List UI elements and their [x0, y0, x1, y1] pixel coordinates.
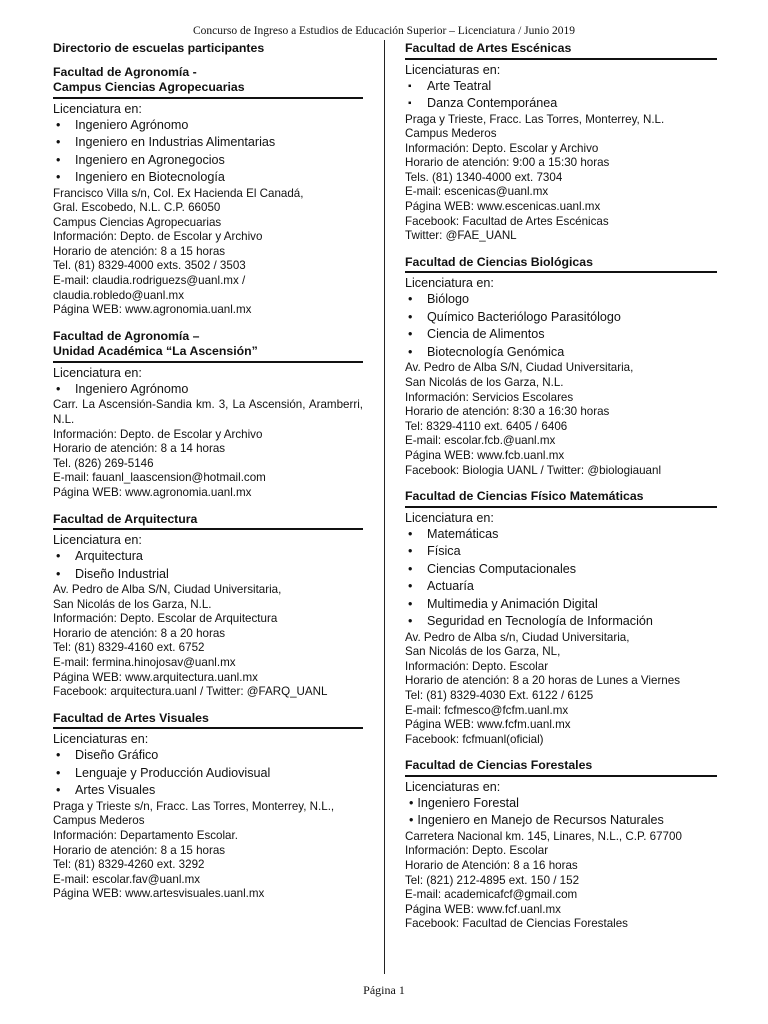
contact-line: Francisco Villa s/n, Col. Ex Hacienda El Canadá,: [53, 186, 304, 200]
faculty-title-line: Facultad de Ciencias Forestales: [405, 758, 593, 773]
degree-item: [53, 782, 363, 800]
faculty-section: [405, 758, 717, 932]
contact-line: E-mail: fauanl_laascension@hotmail.com: [53, 471, 266, 485]
contact-line: Horario de atención: 8 a 20 horas de Lunes a Viernes: [405, 674, 681, 688]
contact-line: Tel: (81) 8329-4260 ext. 3292: [53, 858, 205, 872]
bullet-icon: •: [56, 117, 61, 132]
contact-line: Página WEB: www.agronomia.uanl.mx: [53, 303, 252, 317]
contact-line: Facebook: Facultad de Ciencias Forestales: [405, 917, 628, 931]
square-bullet-icon: ▪: [408, 98, 412, 109]
degree-label: Arquitectura: [75, 549, 143, 563]
degree-label: Biólogo: [427, 292, 470, 307]
contact-line: E-mail: claudia.rodriguezs@uanl.mx /: [53, 274, 246, 288]
degree-item: [405, 613, 717, 631]
bullet-icon: •: [408, 561, 413, 576]
degree-item: [53, 152, 363, 170]
faculty-section: [405, 489, 717, 747]
contact-line: Campus Mederos: [53, 814, 145, 828]
degree-item: [405, 526, 717, 544]
bullet-icon: •: [56, 783, 61, 798]
faculty-title: [53, 512, 363, 528]
degree-label: Ciencias Computacionales: [427, 561, 577, 576]
section-rule: [405, 271, 717, 273]
degree-item: [53, 747, 363, 765]
contact-line: Horario de atención: 8 a 15 horas: [53, 244, 226, 258]
contact-line: Información: Depto. de Escolar y Archivo: [53, 427, 263, 441]
contact-line: San Nicolás de los Garza, N.L.: [53, 597, 212, 611]
faculty-title: [405, 758, 717, 774]
contact-line: Facebook: Biologia UANL / Twitter: @biologiauanl: [405, 463, 662, 477]
left-sections: [53, 65, 363, 902]
degree-label: Químico Bacteriólogo Parasitólogo: [427, 309, 621, 324]
contact-line: Página WEB: www.escenicas.uanl.mx: [405, 200, 601, 214]
degree-item: [405, 596, 717, 614]
bullet-icon: •: [408, 344, 413, 359]
degree-item: [405, 291, 717, 309]
faculty-title-line: Facultad de Arquitectura: [53, 511, 198, 526]
contact-line: Campus Mederos: [405, 127, 497, 141]
contact-line: Información: Depto. Escolar y Archivo: [405, 141, 599, 155]
degree-heading: Licenciatura en:: [53, 365, 142, 380]
contact-line: San Nicolás de los Garza, N.L.: [405, 375, 564, 389]
degree-item: [405, 795, 717, 813]
faculty-title-line: Unidad Académica “La Ascensión”: [53, 344, 258, 359]
degree-item: [405, 812, 717, 830]
contact-line: Información: Depto. de Escolar y Archivo: [53, 230, 263, 244]
degree-label: Ingeniero en Biotecnología: [75, 170, 225, 184]
degree-list: [53, 747, 363, 800]
degree-label: Ingeniero en Industrias Alimentarias: [75, 135, 276, 149]
degree-list: [405, 526, 717, 631]
section-rule: [53, 528, 363, 530]
section-rule: [405, 58, 717, 60]
column-divider: [384, 40, 385, 974]
bullet-icon: •: [408, 596, 413, 611]
degree-item: [405, 578, 717, 596]
faculty-section: [405, 41, 717, 244]
degree-label: Ingeniero Agrónomo: [75, 381, 189, 396]
bullet-icon: •: [56, 152, 61, 167]
contact-line: Av. Pedro de Alba S/N, Ciudad Universitaria,: [53, 583, 282, 596]
degree-heading: Licenciatura en:: [53, 101, 142, 116]
contact-line: Tel: (81) 8329-4160 ext. 6752: [53, 641, 205, 655]
bullet-icon: •: [56, 135, 61, 149]
faculty-title-line: Facultad de Ciencias Biológicas: [405, 254, 593, 269]
degree-item: [405, 78, 717, 96]
contact-line: Praga y Trieste, Fracc. Las Torres, Monterrey, N.L.: [405, 112, 665, 126]
bullet-icon: •: [56, 170, 61, 184]
contact-line: Horario de atención: 8 a 20 horas: [53, 626, 226, 640]
degree-list: [405, 795, 717, 830]
degree-item: [53, 566, 363, 584]
section-rule: [405, 506, 717, 508]
degree-item: [53, 134, 363, 152]
degree-item: [53, 765, 363, 783]
faculty-title-line: Campus Ciencias Agropecuarias: [53, 80, 245, 94]
degree-label: Actuaría: [427, 579, 474, 594]
bullet-icon: •: [408, 579, 413, 594]
contact-line: Gral. Escobedo, N.L. C.P. 66050: [53, 201, 221, 215]
degree-label: Multimedia y Animación Digital: [427, 596, 598, 611]
contact-line: Información: Depto. Escolar: [405, 844, 549, 858]
contact-line: Horario de atención: 9:00 a 15:30 horas: [405, 156, 610, 170]
contact-line: Carretera Nacional km. 145, Linares, N.L., C.P. 67700: [405, 829, 682, 843]
bullet-icon: •: [56, 381, 61, 396]
contact-line: E-mail: academicafcf@gmail.com: [405, 888, 578, 902]
bullet-icon: •: [408, 327, 413, 342]
degree-item: [405, 543, 717, 561]
faculty-title-line: Facultad de Artes Visuales: [53, 710, 209, 725]
degree-label: Ingeniero en Manejo de Recursos Naturales: [417, 813, 664, 828]
contact-line: Página WEB: www.fcb.uanl.mx: [405, 448, 565, 462]
contact-line: E-mail: fcfmesco@fcfm.uanl.mx: [405, 703, 569, 717]
faculty-title: [405, 489, 717, 505]
degree-heading: Licenciaturas en:: [405, 779, 501, 794]
contact-line: San Nicolás de los Garza, NL,: [405, 645, 561, 659]
contact-line: Página WEB: www.agronomia.uanl.mx: [53, 485, 252, 499]
degree-item: [53, 381, 363, 399]
contact-line: Horario de atención: 8:30 a 16:30 horas: [405, 405, 610, 419]
contact-line: Tel: (821) 212-4895 ext. 150 / 152: [405, 873, 580, 887]
faculty-title: [53, 65, 363, 96]
bullet-icon: •: [56, 748, 61, 763]
contact-line: Tel. (826) 269-5146: [53, 456, 154, 470]
contact-line: Información: Depto. Escolar: [405, 659, 549, 673]
degree-heading: Licenciaturas en:: [405, 62, 501, 77]
degree-list: [53, 548, 363, 583]
faculty-section: [53, 65, 363, 318]
contact-line: E-mail: escolar.fav@uanl.mx: [53, 872, 201, 886]
bullet-icon: •: [56, 765, 61, 780]
degree-label: Arte Teatral: [427, 78, 492, 93]
contact-line: Tels. (81) 1340-4000 ext. 7304: [405, 170, 563, 184]
degree-label: Artes Visuales: [75, 783, 156, 798]
faculty-section: [53, 512, 363, 700]
degree-heading: Licenciaturas en:: [53, 732, 149, 747]
section-rule: [53, 727, 363, 729]
right-sections: [405, 41, 717, 932]
degree-item: [405, 95, 717, 113]
bullet-icon: •: [409, 813, 414, 828]
square-bullet-icon: ▪: [408, 80, 412, 92]
degree-label: Ciencia de Alimentos: [427, 327, 545, 342]
degree-list: [405, 78, 717, 113]
contact-line: Información: Depto. Escolar de Arquitectura: [53, 612, 278, 626]
faculty-title: [53, 329, 363, 360]
degree-heading: Licenciatura en:: [405, 510, 494, 525]
degree-item: [405, 561, 717, 579]
degree-item: [53, 117, 363, 135]
degree-label: Diseño Industrial: [75, 566, 169, 581]
bullet-icon: •: [408, 309, 413, 324]
faculty-section: [53, 329, 363, 501]
contact-line: Información: Servicios Escolares: [405, 390, 574, 404]
degree-label: Ingeniero en Agronegocios: [75, 152, 225, 167]
degree-label: Danza Contemporánea: [427, 96, 558, 110]
bullet-icon: •: [409, 795, 414, 810]
degree-label: Matemáticas: [427, 526, 499, 541]
faculty-title: [53, 711, 363, 727]
contact-line: E-mail: escenicas@uanl.mx: [405, 185, 549, 199]
contact-line: Campus Ciencias Agropecuarias: [53, 215, 222, 229]
degree-item: [405, 344, 717, 362]
left-column: [53, 41, 363, 913]
bullet-icon: •: [408, 292, 413, 307]
faculty-title-line: Facultad de Ciencias Físico Matemáticas: [405, 489, 644, 504]
faculty-title-line: Facultad de Agronomía -: [53, 64, 197, 79]
contact-line: Horario de atención: 8 a 15 horas: [53, 843, 226, 857]
degree-label: Física: [427, 544, 461, 559]
bullet-icon: •: [408, 614, 413, 629]
contact-line: Tel: (81) 8329-4030 Ext. 6122 / 6125: [405, 688, 594, 702]
contact-line: Tel. (81) 8329-4000 exts. 3502 / 3503: [53, 259, 246, 273]
page-header: Concurso de Ingreso a Estudios de Educación Superior – Licenciatura / Junio 2019: [193, 25, 575, 37]
contact-line: Horario de Atención: 8 a 16 horas: [405, 859, 578, 873]
contact-line: Av. Pedro de Alba S/N, Ciudad Universitaria,: [405, 361, 634, 375]
bullet-icon: •: [56, 549, 61, 563]
contact-line: Información: Departamento Escolar.: [53, 828, 238, 842]
bullet-icon: •: [408, 544, 413, 559]
contact-line: claudia.robledo@uanl.mx: [53, 288, 185, 302]
faculty-title-line: Facultad de Agronomía –: [53, 328, 200, 343]
contact-line: Página WEB: www.arquitectura.uanl.mx: [53, 670, 258, 684]
faculty-title: [405, 255, 717, 271]
degree-label: Seguridad en Tecnología de Información: [427, 614, 653, 629]
contact-line: Facebook: arquitectura.uanl / Twitter: @FARQ_UANL: [53, 685, 328, 699]
contact-line: E-mail: escolar.fcb.@uanl.mx: [405, 434, 556, 448]
degree-item: [53, 548, 363, 566]
degree-heading: Licenciatura en:: [405, 276, 494, 291]
contact-line: Tel: 8329-4110 ext. 6405 / 6406: [405, 419, 568, 433]
degree-item: [405, 326, 717, 344]
faculty-title: [405, 41, 717, 57]
page-footer: Página 1: [363, 983, 405, 997]
degree-label: Biotecnología Genómica: [427, 344, 565, 359]
contact-line: Facebook: Facultad de Artes Escénicas: [405, 214, 609, 228]
contact-line: Facebook: fcfmuanl(oficial): [405, 732, 544, 746]
faculty-title-line: Facultad de Artes Escénicas: [405, 41, 572, 55]
degree-label: Lenguaje y Producción Audiovisual: [75, 765, 271, 780]
contact-line: Página WEB: www.fcf.uanl.mx: [405, 902, 561, 916]
bullet-icon: •: [56, 566, 61, 581]
degree-label: Ingeniero Agrónomo: [75, 117, 189, 132]
contact-line: Horario de atención: 8 a 14 horas: [53, 442, 226, 456]
degree-label: Diseño Gráfico: [75, 748, 159, 763]
bullet-icon: •: [408, 526, 413, 541]
contact-line: E-mail: fermina.hinojosav@uanl.mx: [53, 655, 236, 669]
degree-list: [53, 117, 363, 187]
degree-list: [53, 381, 363, 399]
degree-list: [405, 291, 717, 361]
contact-line: Página WEB: www.artesvisuales.uanl.mx: [53, 887, 265, 901]
contact-line: Av. Pedro de Alba s/n, Ciudad Universitaria,: [405, 630, 630, 644]
contact-line: Carr. La Ascensión-Sandia km. 3, La Ascensión, Aramberri, N.L.: [53, 398, 363, 426]
section-rule: [53, 97, 363, 99]
contact-line: Praga y Trieste s/n, Fracc. Las Torres, Monterrey, N.L.,: [53, 799, 335, 813]
right-column: [405, 41, 717, 943]
degree-label: Ingeniero Forestal: [417, 795, 519, 810]
contact-line: Página WEB: www.fcfm.uanl.mx: [405, 718, 571, 732]
directory-title: Directorio de escuelas participantes: [53, 41, 265, 55]
section-rule: [405, 775, 717, 777]
degree-item: [53, 169, 363, 187]
faculty-section: [53, 711, 363, 902]
section-rule: [53, 361, 363, 363]
degree-heading: Licenciatura en:: [53, 533, 142, 547]
faculty-section: [405, 255, 717, 478]
contact-line: Twitter: @FAE_UANL: [405, 229, 517, 243]
degree-item: [405, 309, 717, 327]
